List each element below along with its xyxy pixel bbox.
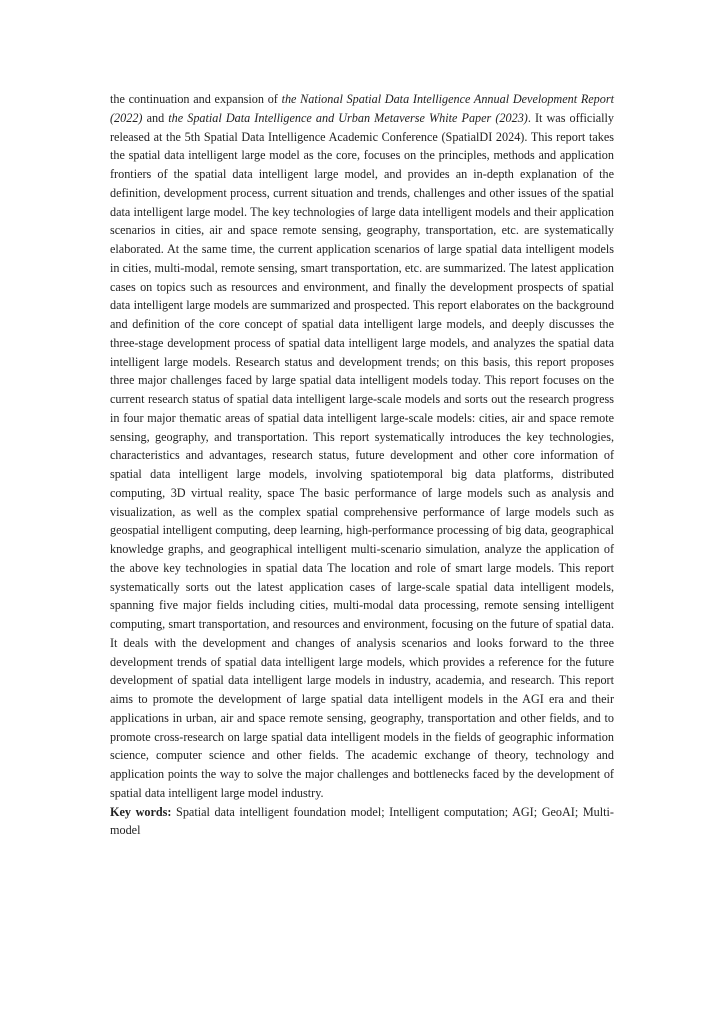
keywords-paragraph: [110, 803, 614, 841]
white-paper-title-2023: the Spatial Data Intelligence and Urban Metaverse White Paper (2023): [168, 110, 528, 125]
abstract-intro: the continuation and expansion of: [110, 92, 282, 106]
keywords-text: Spatial data intelligent foundation model; Intelligent computation; AGI; GeoAI; Multi-model: [110, 804, 614, 838]
keywords-label: Key words:: [110, 804, 172, 819]
abstract-and: and: [142, 110, 169, 125]
abstract-body: . It was officially released at the 5th Spatial Data Intelligence Academic Conference (SpatialDI 2024). This report takes the spatial data intelligent large model as the core, focuses on the principles, methods and application frontiers of the spatial data intelligent large model, and provides an in-depth explanation of the definition, development process, current situation and trends, challenges and other issues of the spatial data intelligent large model. The key technologies of large data intelligent models and their application scenarios in cities, air and space remote sensing, geography, transportation, etc. are systematically elaborated. At the same time, the current application scenarios of large spatial data intelligent models in cities, multi-modal, remote sensing, smart transportation, etc. are summarized. The latest application cases on topics such as resources and environment, and finally the development prospects of spatial data intelligent large models are summarized and prospected. This report elaborates on the background and definition of the core concept of spatial data intelligent large models, and deeply discusses the three-stage development process of spatial data intelligent large models, and analyzes the spatial data intelligent large models. Research status and development trends; on this basis, this report proposes three major challenges faced by large spatial data intelligent models today. This report focuses on the current research status of spatial data intelligent large-scale models and sorts out the research progress in four major thematic areas of spatial data intelligent large-scale models: cities, air and space remote sensing, geography, and transportation. This report systematically introduces the key technologies, characteristics and advantages, research status, future development and other core information of spatial data intelligent large models, involving spatiotemporal big data platforms, distributed computing, 3D virtual reality, space The basic performance of large models such as analysis and visualization, as well as the complex spatial comprehensive performance of large models such as geospatial intelligent computing, deep learning, high-performance processing of big data, geographical knowledge graphs, and geographical intelligent multi-scenario simulation, analyze the application of the above key technologies in spatial data The location and role of smart large models. This report systematically sorts out the latest application cases of large-scale spatial data intelligent models, spanning five major fields including cities, multi-modal data processing, remote sensing intelligent computing, smart transportation, and resources and environment, focusing on the future of spatial data. It deals with the development and changes of analysis scenarios and looks forward to the three development trends of spatial data intelligent large models, which provides a reference for the future development of spatial data intelligent large models in industry, academia, and research. This report aims to promote the development of large spatial data intelligent models in the AGI era and their applications in urban, air and space remote sensing, geography, transportation and other fields, and to promote cross-research on large spatial data intelligent models in the fields of geographic information science, computer science and other fields. The academic exchange of theory, technology and application points the way to solve the major challenges and bottlenecks faced by the development of spatial data intelligent large model industry.: [110, 110, 614, 800]
abstract-paragraph: [110, 90, 614, 803]
abstract-text-block: [110, 90, 614, 840]
report-title-2022: the National Spatial Data Intelligence Annual Development Report (2022): [110, 92, 614, 125]
